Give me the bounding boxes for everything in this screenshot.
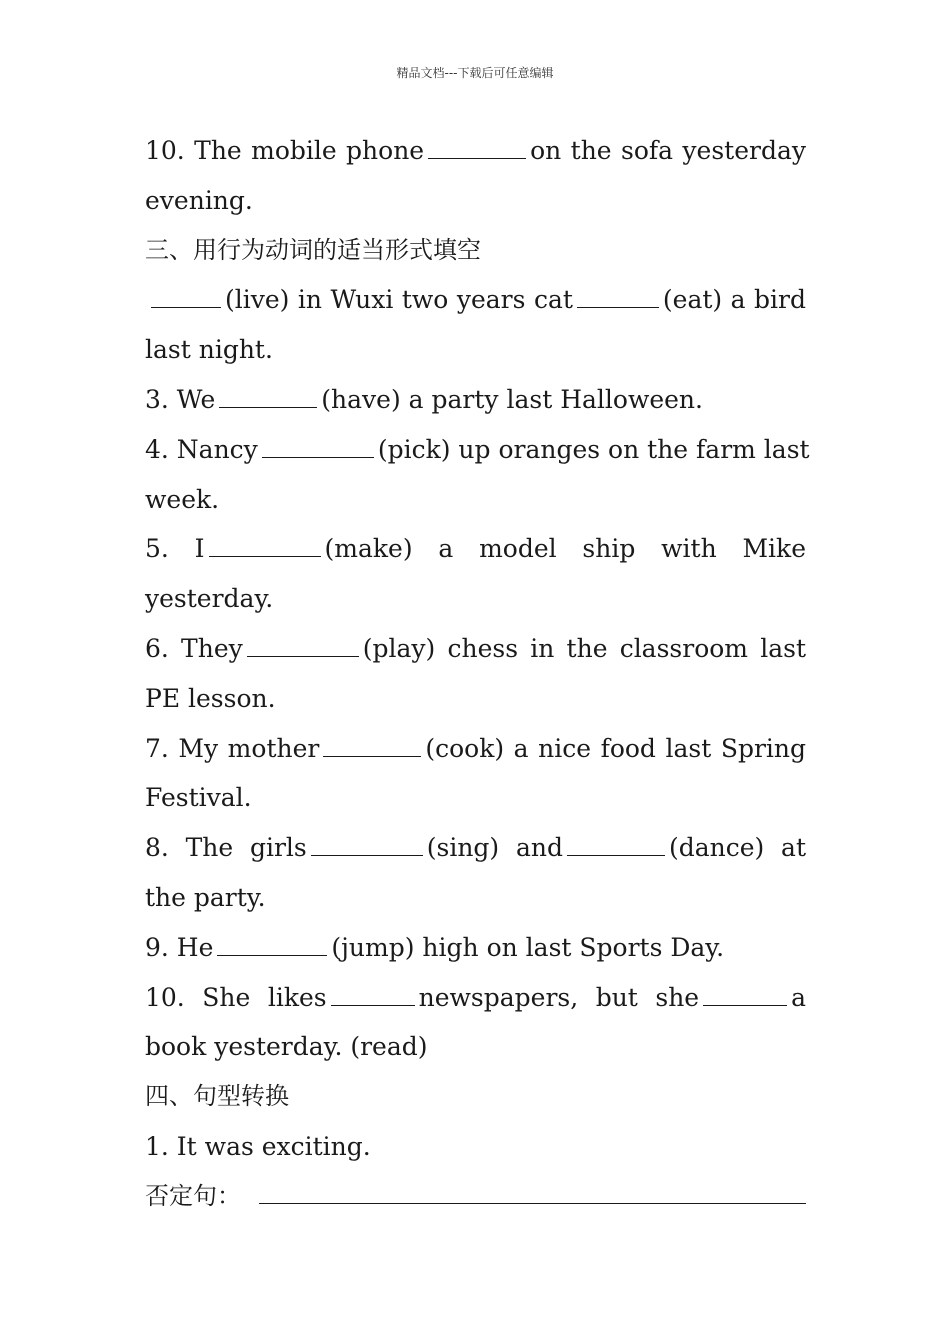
- answer-blank[interactable]: [259, 1202, 806, 1204]
- s3-item-7: 7. My mother (cook) a nice food last Spring: [145, 733, 806, 763]
- answer-blank[interactable]: [703, 1004, 787, 1006]
- s3-item-8-cont: the party.: [145, 882, 266, 912]
- s3-item-6-cont: PE lesson.: [145, 683, 276, 713]
- answer-blank[interactable]: [217, 954, 327, 956]
- answer-blank[interactable]: [247, 655, 359, 657]
- s3-item-8: 8. The girls (sing) and (dance) at: [145, 833, 806, 863]
- answer-blank[interactable]: [262, 456, 374, 458]
- negative-label: 否定句：: [145, 1181, 241, 1210]
- answer-blank[interactable]: [323, 755, 421, 757]
- section-4-title: 四、句型转换: [145, 1082, 289, 1111]
- s3-item-3: 3. We (have) a party last Halloween.: [145, 384, 703, 414]
- answer-blank[interactable]: [219, 406, 317, 408]
- s4-item-1: 1. It was exciting.: [145, 1131, 371, 1161]
- s3-item-5-cont: yesterday.: [145, 584, 274, 614]
- s3-item-4-cont: week.: [145, 484, 220, 514]
- s3-item-10: 10. She likes newspapers, but she a: [145, 982, 806, 1012]
- answer-blank[interactable]: [577, 306, 659, 308]
- s3-item-6: 6. They (play) chess in the classroom last: [145, 633, 806, 663]
- s4-negative-line: [145, 1172, 806, 1222]
- s3-item-7-cont: Festival.: [145, 783, 252, 813]
- s3-item-10-cont: book yesterday. (read): [145, 1032, 428, 1062]
- question-10-prev-cont: evening.: [145, 185, 253, 215]
- s3-item-4: 4. Nancy (pick) up oranges on the farm last: [145, 434, 810, 464]
- s3-item-5: 5. I (make) a model ship with Mike: [145, 534, 806, 564]
- answer-blank[interactable]: [331, 1004, 415, 1006]
- s3-item-1-cont: last night.: [145, 335, 273, 365]
- page-header: 精品文档---下载后可任意编辑: [396, 66, 554, 80]
- answer-blank[interactable]: [567, 854, 665, 856]
- s3-item-1: (live) in Wuxi two years cat (eat) a bird: [145, 275, 806, 325]
- section-3-title: 三、用行为动词的适当形式填空: [145, 235, 481, 264]
- answer-blank[interactable]: [428, 157, 526, 159]
- question-10-prev: 10. The mobile phone on the sofa yesterday: [145, 136, 806, 165]
- s3-item-9: 9. He (jump) high on last Sports Day.: [145, 932, 725, 962]
- worksheet-content: [145, 126, 810, 1222]
- answer-blank[interactable]: [209, 555, 321, 557]
- answer-blank[interactable]: [311, 854, 423, 856]
- answer-blank[interactable]: [151, 306, 221, 308]
